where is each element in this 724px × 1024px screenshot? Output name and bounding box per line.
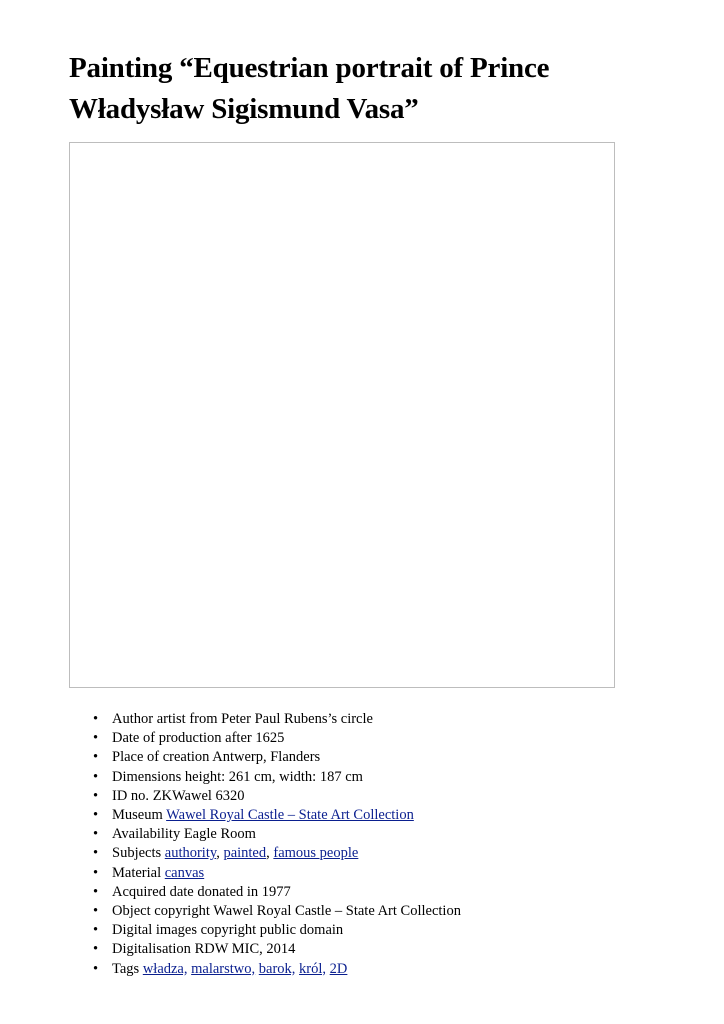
detail-author — [0, 710, 461, 729]
detail-value: height: 261 cm, width: 187 cm — [184, 768, 363, 785]
page-title — [69, 48, 669, 130]
detail-value: after 1625 — [225, 730, 285, 747]
detail-label: Digital images copyright — [112, 922, 257, 939]
detail-label: Author — [112, 711, 154, 727]
detail-museum — [0, 806, 461, 825]
tag-link-wladza[interactable]: władza, — [142, 960, 188, 977]
page-title-line-1: Painting “Equestrian portrait of Prince — [69, 52, 550, 84]
detail-value: Eagle Room — [183, 826, 256, 843]
detail-label: Availability — [112, 826, 181, 843]
detail-label: Date of production — [112, 730, 222, 747]
detail-value: ZKWawel 6320 — [152, 787, 245, 804]
detail-tags — [0, 960, 461, 979]
detail-digitalisation — [0, 940, 461, 959]
detail-place — [0, 748, 461, 767]
detail-label: Place of creation — [112, 749, 210, 766]
tag-link-barok[interactable]: barok, — [258, 960, 296, 977]
detail-label: Acquired date — [112, 883, 194, 900]
detail-value: Antwerp, Flanders — [212, 749, 321, 766]
tag-link-2d[interactable]: 2D — [329, 960, 348, 977]
detail-label: Museum — [112, 807, 163, 824]
detail-acquired — [0, 883, 461, 902]
subject-link-painted[interactable]: painted — [223, 845, 267, 862]
museum-link[interactable]: Wawel Royal Castle – State Art Collection — [166, 807, 414, 824]
detail-dimensions — [0, 768, 461, 787]
detail-date — [0, 729, 461, 748]
detail-object-copyright — [0, 902, 461, 921]
detail-value: Wawel Royal Castle – State Art Collection — [213, 903, 461, 920]
detail-label: ID no. — [112, 787, 150, 804]
detail-material — [0, 864, 461, 883]
detail-label: Digitalisation — [112, 941, 191, 958]
detail-label: Object copyright — [112, 903, 210, 920]
detail-value: public domain — [259, 922, 344, 939]
tag-link-krol[interactable]: król, — [299, 960, 327, 977]
detail-availability — [0, 825, 461, 844]
artwork-image-placeholder — [69, 142, 615, 688]
detail-subjects: • Subjects authority, painted, famous people — [0, 844, 461, 863]
material-link-canvas[interactable]: canvas — [164, 864, 205, 881]
details-list — [0, 710, 461, 979]
detail-images-copyright — [0, 921, 461, 940]
detail-label: Subjects — [112, 845, 162, 862]
detail-label: Dimensions — [112, 768, 182, 785]
tag-link-malarstwo[interactable]: malarstwo, — [191, 960, 256, 977]
detail-value: RDW MIC, 2014 — [194, 941, 296, 958]
detail-value: donated in 1977 — [197, 883, 291, 900]
page-title-line-2: Władysław Sigismund Vasa” — [69, 93, 419, 125]
subject-link-famous-people[interactable]: famous people — [273, 845, 359, 862]
detail-value: artist from Peter Paul Rubens’s circle — [156, 711, 373, 727]
detail-label: Material — [112, 864, 162, 881]
detail-id — [0, 787, 461, 806]
subject-link-authority[interactable]: authority — [164, 845, 217, 862]
detail-label: Tags — [112, 960, 140, 977]
